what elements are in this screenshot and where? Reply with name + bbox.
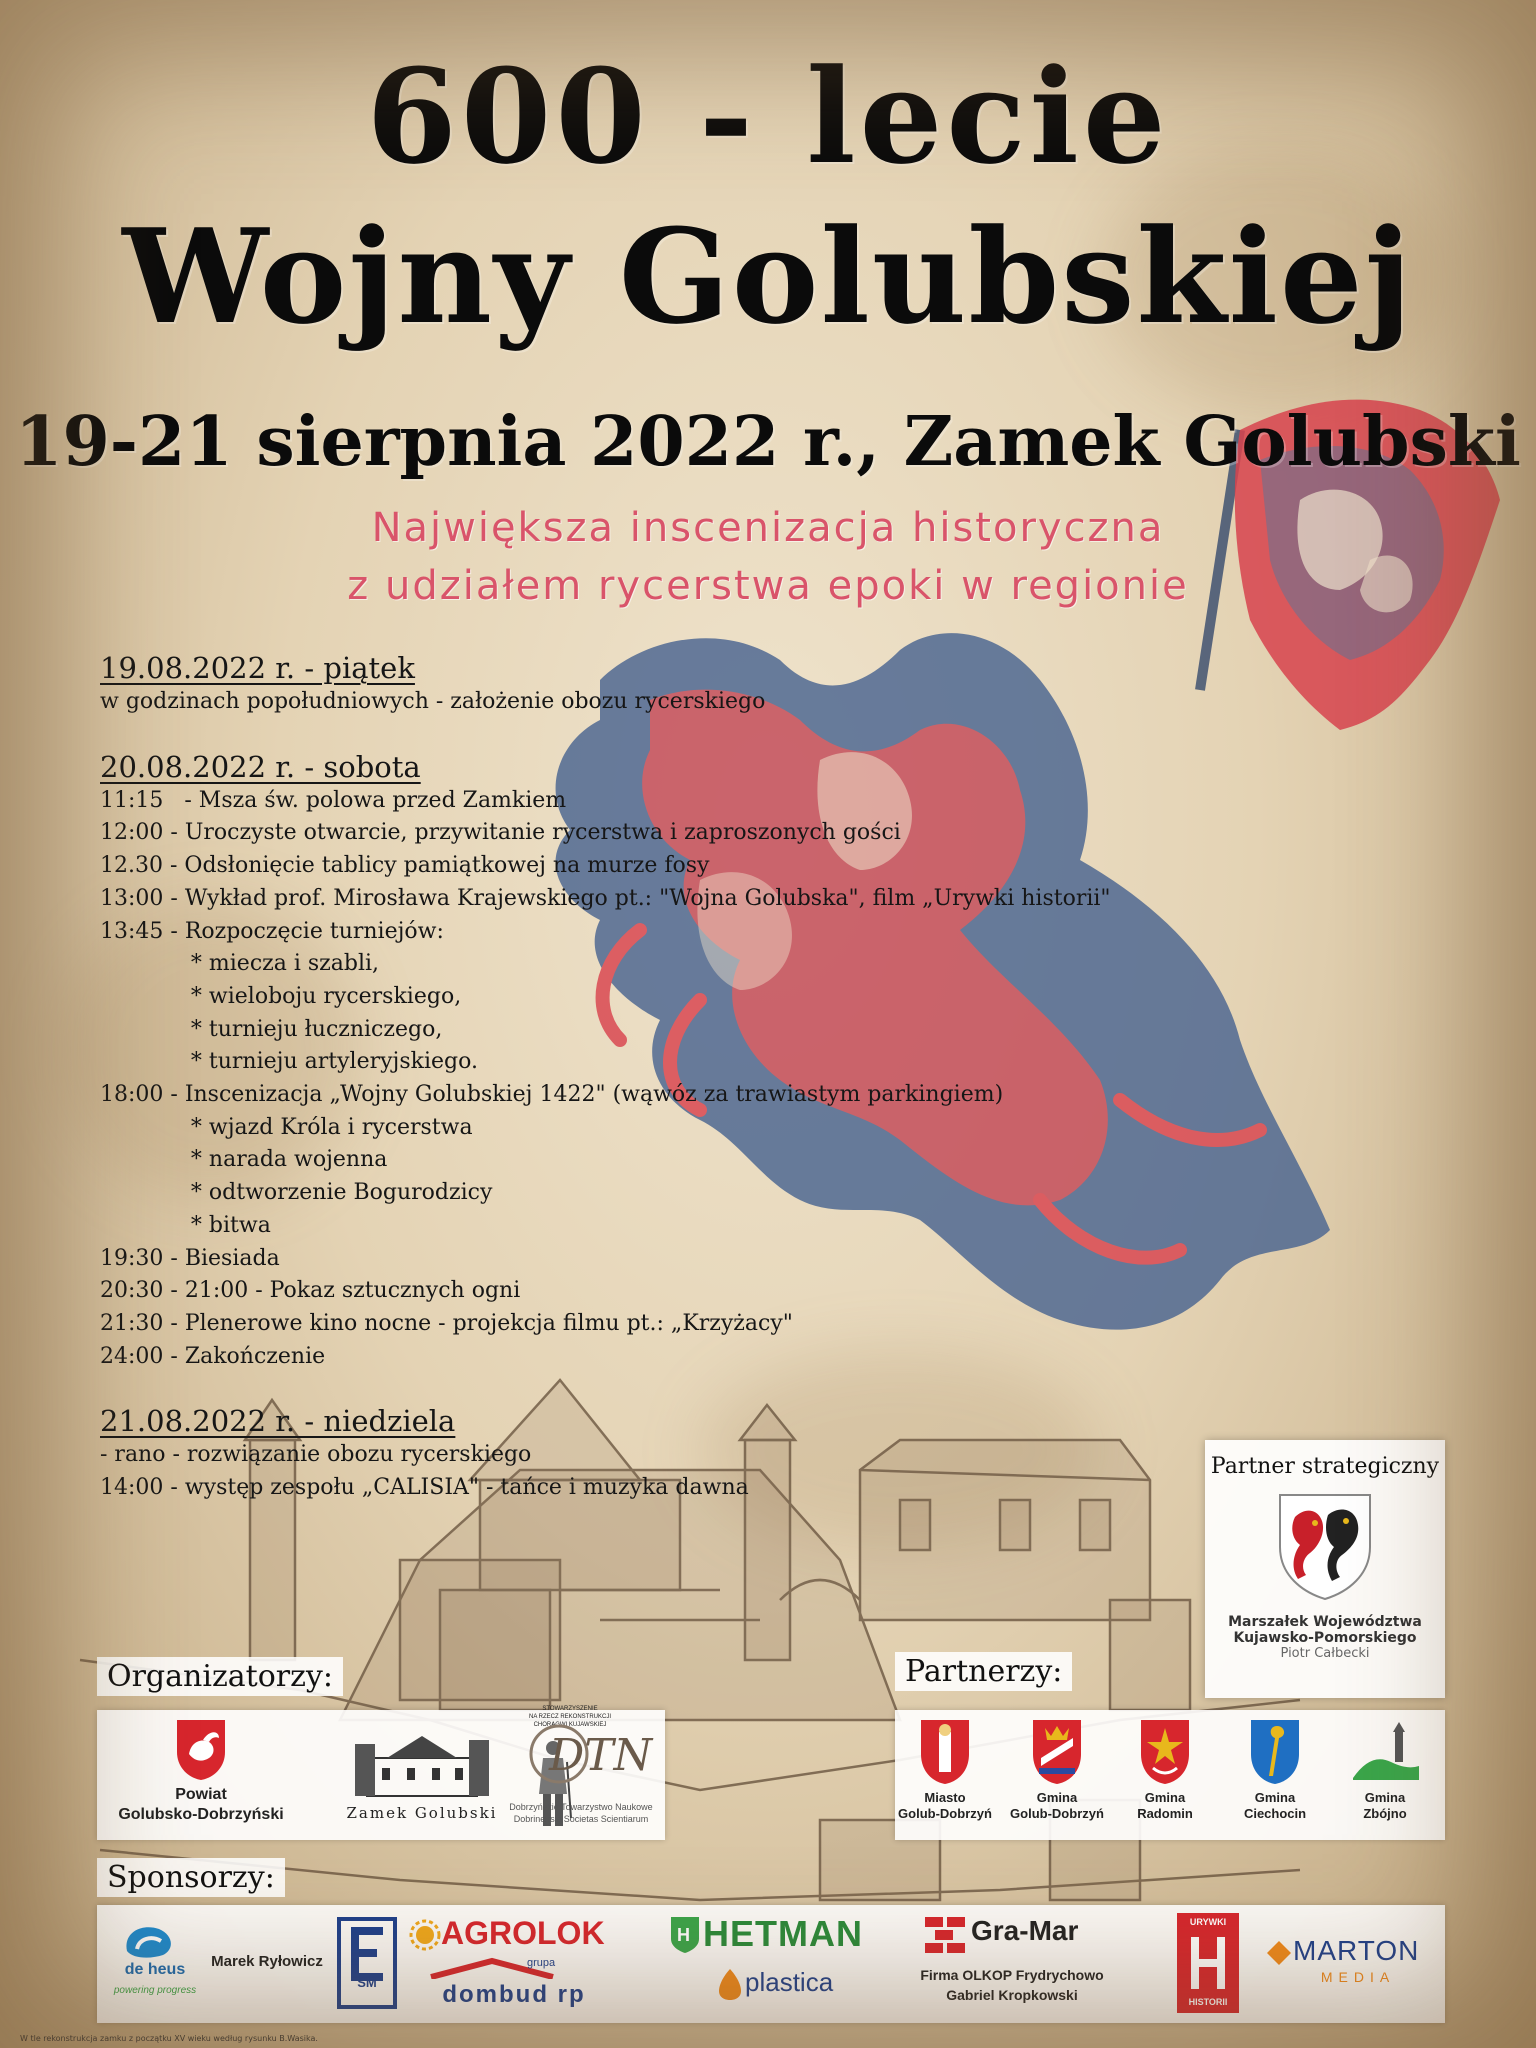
powiat-name-line-1: Powiat — [175, 1786, 227, 1803]
partner-1-line-1: Gmina — [1036, 1790, 1078, 1805]
miasto-golub-dobrzyn-coat-of-arms-icon — [919, 1718, 971, 1786]
partner-3-line-2: Ciechocin — [1243, 1806, 1307, 1821]
dtn-logo-text: DTN — [549, 1730, 653, 1781]
agrolok-sun-icon — [409, 1919, 441, 1951]
gra-mar-brick-icon — [923, 1915, 967, 1955]
olkop-line-1: Firma OLKOP Frydrychowo — [920, 1967, 1104, 1983]
dtn-line-2: Dobrinensis Societas Scientiarum — [513, 1814, 649, 1824]
powiat-name-line-2: Golubsko-Dobrzyński — [118, 1806, 284, 1823]
gmina-ciechocin-coat-of-arms-icon — [1249, 1718, 1301, 1786]
organizers-label: Organizatorzy: — [97, 1657, 343, 1696]
strategic-partner-line-3: Piotr Całbecki — [1280, 1646, 1370, 1661]
sponsor-rylowicz: Marek Ryłowicz — [211, 1953, 323, 1970]
program-item: 19:30 - Biesiada — [100, 1245, 280, 1271]
stowarzyszenie-line-1: STOWARZYSZENIE — [542, 1706, 598, 1712]
strategic-partner-title: Partner strategiczny — [1210, 1454, 1440, 1479]
dtn-logo-icon — [527, 1722, 657, 1788]
esm-logo-icon — [337, 1917, 397, 2009]
program-item: * turnieju artyleryjskiego. — [100, 1049, 478, 1075]
program-item: 13:45 - Rozpoczęcie turniejów: — [100, 918, 444, 944]
zamek-golubski-label: Zamek Golubski — [346, 1804, 498, 1822]
powiat-coat-of-arms-icon — [175, 1718, 227, 1782]
partner-2-line-1: Gmina — [1144, 1790, 1186, 1805]
gmina-zbojno-logo-icon — [1351, 1722, 1421, 1782]
partner-2-line-2: Radomin — [1137, 1806, 1193, 1821]
program-item: * wieloboju rycerskiego, — [100, 983, 462, 1009]
title-line-1: 600 - lecie — [366, 40, 1170, 193]
urywki-bottom-text: HISTORII — [1188, 1997, 1228, 2007]
olkop-line-2: Gabriel Kropkowski — [946, 1987, 1078, 2003]
day-header: 20.08.2022 r. - sobota — [100, 749, 421, 784]
plastica-name: plastica — [745, 1967, 834, 1997]
program-item: 24:00 - Zakończenie — [100, 1343, 326, 1369]
subtitle-line-1: Największa inscenizacja historyczna — [371, 505, 1165, 551]
program-item: * narada wojenna — [100, 1147, 388, 1173]
urywki-top-text: URYWKI — [1189, 1917, 1227, 1927]
sponsors-label: Sponsorzy: — [97, 1858, 285, 1897]
hetman-logo-icon — [667, 1915, 703, 1955]
program-item: 12:00 - Uroczyste otwarcie, przywitanie rycerstwa i zaproszonych gości — [100, 820, 901, 846]
hetman-name: HETMAN — [703, 1913, 863, 1954]
gra-mar-name: Gra-Mar — [971, 1915, 1079, 1946]
partner-1-line-2: Golub-Dobrzyń — [1010, 1806, 1104, 1821]
partners-box — [895, 1710, 1445, 1840]
program-item: * miecza i szabli, — [100, 951, 380, 977]
esm-text: SM — [357, 1975, 377, 1990]
marton-media: MEDIA — [1320, 1969, 1396, 1985]
program-item: * turnieju łuczniczego, — [100, 1016, 443, 1042]
program-item: w godzinach popołudniowych - założenie obozu rycerskiego — [100, 689, 766, 714]
partner-4-line-2: Zbójno — [1363, 1806, 1407, 1821]
day-saturday — [100, 749, 1200, 1374]
program-item: * wjazd Króla i rycerstwa — [100, 1114, 473, 1140]
partner-4-line-1: Gmina — [1364, 1790, 1406, 1805]
agrolok-name: AGROLOK — [441, 1915, 605, 1951]
title-date-location: 19-21 sierpnia 2022 r., Zamek Golubski — [15, 402, 1521, 482]
program-item: * odtworzenie Bogurodzicy — [100, 1180, 493, 1206]
plastica-drop-icon — [717, 1967, 743, 2001]
dombud-name: dombud rp — [442, 1981, 586, 2008]
strategic-partner-line-2: Kujawsko-Pomorskiego — [1233, 1630, 1417, 1646]
day-header: 19.08.2022 r. - piątek — [100, 651, 415, 685]
day-friday — [100, 650, 1200, 719]
program-item: 12.30 - Odsłonięcie tablicy pamiątkowej na murze fosy — [100, 853, 710, 879]
program-item: 13:00 - Wykład prof. Mirosława Krajewskiego pt.: "Wojna Golubska", film „Urywki historii" — [100, 885, 1111, 911]
program-item: 11:15 - Msza św. polowa przed Zamkiem — [100, 787, 567, 813]
program-item: 21:30 - Plenerowe kino nocne - projekcja filmu pt.: „Krzyżacy" — [100, 1310, 793, 1336]
strategic-partner-box — [1205, 1440, 1445, 1698]
program-item: - rano - rozwiązanie obozu rycerskiego — [100, 1442, 532, 1468]
gmina-golub-dobrzyn-coat-of-arms-icon — [1031, 1718, 1083, 1786]
partner-3-line-1: Gmina — [1254, 1790, 1296, 1805]
stowarzyszenie-line-2: NA RZECZ REKONSTRUKCJI — [528, 1714, 611, 1720]
day-header: 21.08.2022 r. - niedziela — [100, 1404, 456, 1439]
program-item: 18:00 - Inscenizacja „Wojny Golubskiej 1422" (wąwóz za trawiastym parkingiem) — [100, 1082, 1004, 1108]
zamek-golubski-logo-icon — [347, 1730, 497, 1800]
partner-0-line-1: Miasto — [924, 1790, 966, 1805]
program-item: 14:00 - występ zespołu „CALISIA" - tańce i muzyka dawna — [100, 1475, 749, 1501]
partners-label: Partnerzy: — [895, 1652, 1072, 1691]
kujawsko-pomorskie-coat-of-arms-icon — [1270, 1487, 1380, 1602]
stowarzyszenie-line-3: CHORĄGWI KUJAWSKIEJ — [533, 1722, 607, 1728]
sponsors-box — [97, 1905, 1445, 2023]
title-line-2: Wojny Golubskiej — [122, 200, 1414, 353]
program-item: 20:30 - 21:00 - Pokaz sztucznych ogni — [100, 1278, 521, 1304]
dombud-grupa: grupa — [527, 1957, 556, 1969]
event-program — [100, 650, 1200, 1505]
strategic-partner-line-1: Marszałek Województwa — [1228, 1614, 1422, 1630]
marton-name: MARTON — [1293, 1935, 1420, 1966]
program-item: * bitwa — [100, 1212, 271, 1238]
svg-text:H: H — [677, 1925, 690, 1945]
de-heus-tagline: powering progress — [113, 1985, 197, 1996]
de-heus-name: de heus — [124, 1961, 186, 1978]
subtitle-line-2: z udziałem rycerstwa epoki w regionie — [347, 563, 1189, 609]
urywki-h-icon — [1189, 1935, 1227, 1991]
day-sunday — [100, 1403, 1200, 1504]
dtn-line-1: Dobrzyńskie Towarzystwo Naukowe — [509, 1802, 653, 1812]
urywki-historii-logo — [1177, 1913, 1239, 2013]
de-heus-logo-icon — [119, 1921, 179, 1961]
organizers-box — [97, 1706, 665, 1840]
partner-0-line-2: Golub-Dobrzyń — [898, 1806, 992, 1821]
marton-diamond-icon — [1265, 1939, 1293, 1967]
footnote: W tle rekonstrukcja zamku z początku XV wieku według rysunku B.Wasika. — [20, 2034, 318, 2043]
gmina-radomin-coat-of-arms-icon — [1139, 1718, 1191, 1786]
